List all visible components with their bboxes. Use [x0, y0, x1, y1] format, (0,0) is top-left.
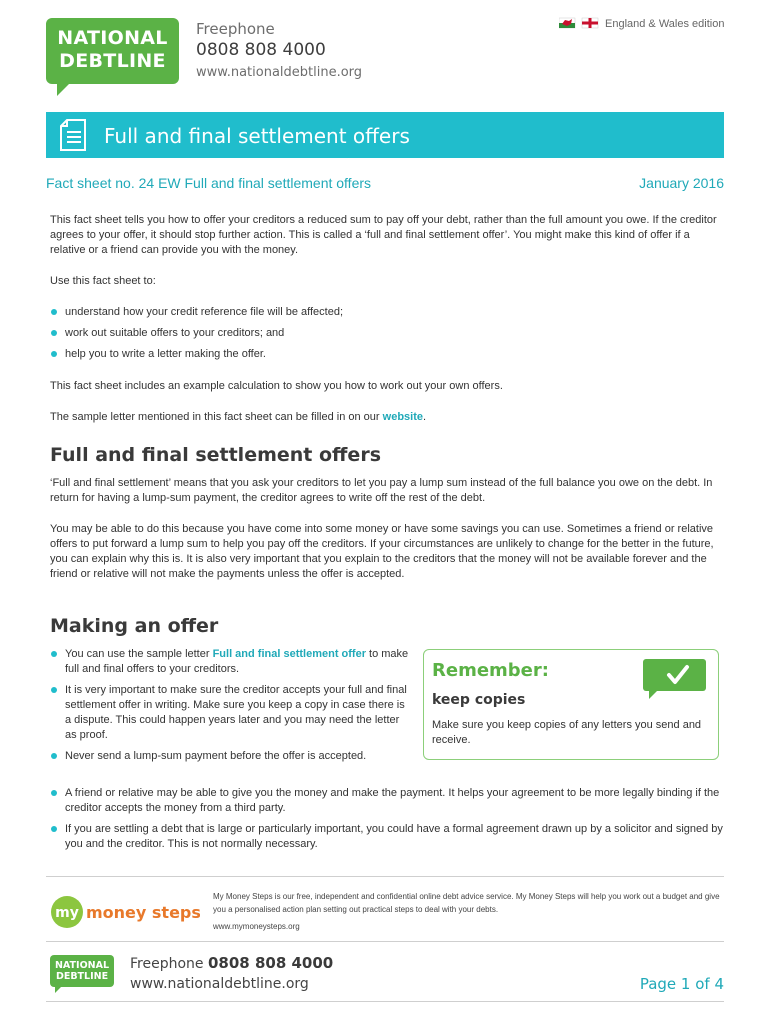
remember-title: Remember: — [432, 660, 549, 681]
my-money-steps-logo — [50, 895, 200, 929]
footer-divider — [46, 941, 724, 942]
offer-bullet: Never send a lump-sum payment before the offer is accepted. — [65, 750, 367, 762]
svg-text:my: my — [55, 905, 79, 921]
website-link[interactable]: website — [382, 411, 423, 423]
footer-national-debtline-logo — [50, 955, 114, 987]
my-money-steps-description: My Money Steps is our free, independent and confidential online debt advice service. My Money Steps will help you work out a budget and give you a personalised action plan setting out practical steps to deal with your debts. — [213, 892, 720, 914]
footer-website[interactable]: www.nationaldebtline.org — [130, 976, 309, 992]
checkmark-icon — [643, 659, 706, 691]
footer-freephone-number: 0808 808 4000 — [207, 954, 334, 972]
footer-logo-line2: DEBTLINE — [55, 971, 109, 982]
section1-paragraph: You may be able to do this because you have come into some money or have some savings you can use. Sometimes a friend or relative offers to put forward a lump sum to help you pay off the creditors. If your circumstances are unlikely to change for the better in the future, you can explain why this is. It is also very important that you explain to the creditors that the money will not be available forever and the friend or relative will not make the payments unless the offer is accepted. — [50, 523, 714, 580]
bullet-dot — [51, 651, 57, 657]
tick-badge-tail — [649, 690, 658, 699]
tick-badge — [643, 659, 706, 691]
bullet-dot — [51, 351, 57, 357]
intro-paragraph: This fact sheet tells you how to offer your creditors a reduced sum to pay off your debt, rather than the full amount you owe. If the creditor agrees to your offer, it should stop further action. This is called a ‘full and final settlement offer’. You might make this kind of offer if a relative or a friend can provide you with the money. — [50, 214, 717, 256]
freephone-number: 0808 808 4000 — [196, 40, 326, 60]
logo-speech-tail — [57, 83, 70, 96]
fact-sheet-title: Fact sheet no. 24 EW Full and final settlement offers — [46, 175, 372, 191]
sample-letter-paragraph: The sample letter mentioned in this fact sheet can be filled in on our website. — [50, 411, 427, 423]
use-label: Use this fact sheet to: — [50, 275, 156, 287]
bullet-dot — [51, 330, 57, 336]
intro-bullet: understand how your credit reference file will be affected; — [65, 306, 344, 318]
section-heading: Full and final settlement offers — [50, 444, 381, 466]
header-website[interactable]: www.nationaldebtline.org — [196, 65, 363, 80]
freephone-label: Freephone — [196, 20, 275, 38]
footer-divider — [46, 1001, 724, 1002]
footer-divider — [46, 876, 724, 877]
offer-bullet: You can use the sample letter Full and final settlement offer to make full and final offers to your creditors. — [65, 648, 409, 675]
offer-bullet: If you are settling a debt that is large or particularly important, you could have a formal agreement drawn up by a solicitor and signed by you and the creditor. This is not normally necessary. — [65, 823, 723, 850]
section-heading: Making an offer — [50, 615, 219, 637]
page-number: Page 1 of 4 — [639, 975, 724, 993]
offer-bullet: A friend or relative may be able to give you the money and make the payment. It helps your agreement to be more legally binding if the creditor accepts the money from a third party. — [65, 787, 720, 814]
bullet-dot — [51, 687, 57, 693]
page-title: Full and final settlement offers — [104, 124, 410, 148]
bullet-dot — [51, 826, 57, 832]
section1-paragraph: ‘Full and final settlement’ means that you ask your creditors to let you pay a lump sum instead of the full balance you owe on the debt. In return for having a lump-sum payment, the creditor agrees to write off the rest of the debt. — [50, 477, 713, 504]
sample-letter-link[interactable]: Full and final settlement offer — [212, 648, 366, 660]
bullet-dot — [51, 753, 57, 759]
flags-icon — [559, 16, 599, 30]
edition-label: England & Wales edition — [605, 18, 725, 30]
intro-bullet: work out suitable offers to your creditors; and — [65, 327, 285, 339]
logo-line2: DEBTLINE — [59, 50, 166, 72]
my-money-steps-url[interactable]: www.mymoneysteps.org — [213, 922, 300, 931]
footer-logo-tail — [55, 986, 62, 993]
national-debtline-logo — [46, 18, 179, 84]
offer-bullet: It is very important to make sure the creditor accepts your full and final settlement offer in writing. Make sure you keep a copy in case there is a dispute. This could happen years later and you may need the letter as proof. — [65, 684, 407, 741]
my-money-steps-mark-icon — [50, 895, 200, 929]
bullet-dot — [51, 309, 57, 315]
footer-freephone: Freephone 0808 808 4000 — [130, 954, 334, 972]
document-icon — [58, 117, 94, 153]
remember-subtitle: keep copies — [432, 692, 526, 708]
remember-text: Make sure you keep copies of any letters you send and receive. — [432, 719, 702, 746]
intro-bullet: help you to write a letter making the offer. — [65, 348, 266, 360]
footer-logo-line1: NATIONAL — [54, 960, 109, 971]
svg-text:money steps: money steps — [86, 903, 200, 922]
fact-sheet-date: January 2016 — [639, 175, 724, 191]
bullet-dot — [51, 790, 57, 796]
logo-line1: NATIONAL — [57, 27, 168, 49]
example-paragraph: This fact sheet includes an example calculation to show you how to work out your own offers. — [50, 380, 503, 392]
